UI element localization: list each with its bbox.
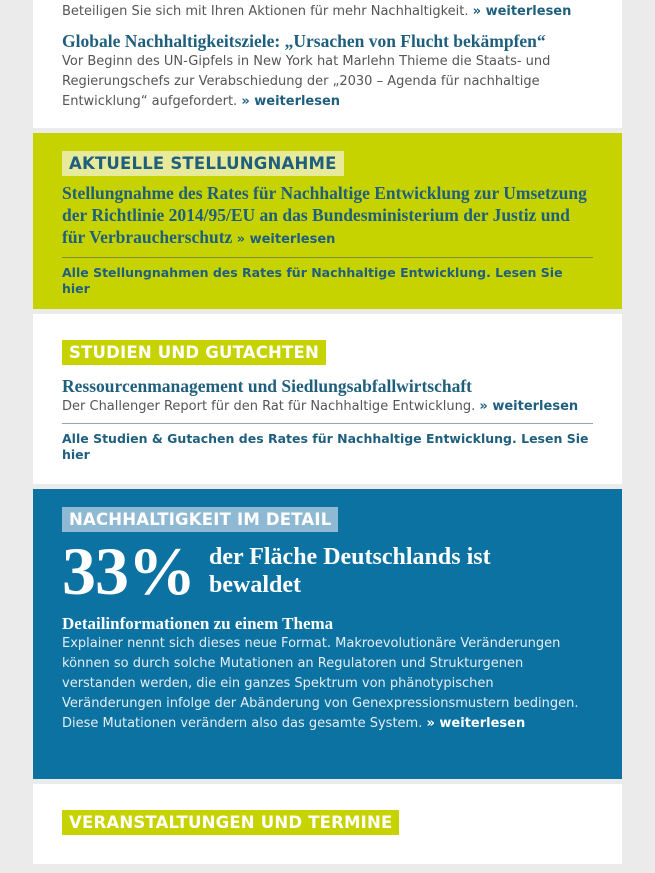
events-section <box>33 784 622 864</box>
detail-text: Explainer nennt sich dieses neue Format. Makroevolutionäre Veränderungen können so durch solche Mutationen an Regulatoren und Strukturgenen verstanden werden, die ein ganzes Spektrum von phänotypischen Veränderungen infolge der Abänderung von Genexpressionsmustern bedingen. Diese Mutationen verändern also das gesamte System. <box>62 636 579 731</box>
section-tag: NACHHALTIGKEIT IM DETAIL <box>62 507 338 532</box>
big-number: 33% <box>62 533 195 609</box>
section-tag: AKTUELLE STELLUNGNAHME <box>62 151 344 176</box>
all-studies-link[interactable]: Alle Studien & Gutachen des Rates für Nachhaltige Entwicklung. Lesen Sie hier <box>62 431 589 462</box>
statement-section <box>33 133 622 309</box>
newsletter-column <box>33 0 622 869</box>
detail-title: Detailinformationen zu einem Thema <box>62 614 334 633</box>
news-section <box>33 0 622 128</box>
section-tag: STUDIEN UND GUTACHTEN <box>62 340 326 365</box>
read-more-link[interactable]: » weiterlesen <box>236 232 336 247</box>
detail-section <box>33 489 622 779</box>
big-number-caption: der Fläche Deutschlands ist bewaldet <box>209 544 491 598</box>
statement-title[interactable]: Stellungnahme des Rates für Nachhaltige Entwicklung zur Umsetzung der Richtlinie 2014/95/EU an das Bundesministerium der Justiz und für Verbraucherschutz <box>62 183 587 247</box>
read-more-link[interactable]: » weiterlesen <box>479 399 579 414</box>
divider <box>62 257 593 258</box>
all-statements-link[interactable]: Alle Stellungnahmen des Rates für Nachhaltige Entwicklung. Lesen Sie hier <box>62 265 563 296</box>
section-tag: VERANSTALTUNGEN UND TERMINE <box>62 810 399 835</box>
study-title[interactable]: Ressourcenmanagement und Siedlungsabfallwirtschaft <box>62 376 472 396</box>
read-more-link[interactable]: » weiterlesen <box>241 94 341 109</box>
read-more-link[interactable]: » weiterlesen <box>472 4 572 19</box>
news-text: Vor Beginn des UN-Gipfels in New York hat Marlehn Thieme die Staats- und Regierungschefs zur Verabschiedung der „2030 – Agenda für nachhaltige Entwicklung“ aufgefordert. <box>62 54 551 109</box>
news-title[interactable]: Globale Nachhaltigkeitsziele: „Ursachen von Flucht bekämpfen“ <box>62 31 546 51</box>
studies-section <box>33 314 622 484</box>
divider <box>62 423 593 424</box>
news-cut-text: Beteiligen Sie sich mit Ihren Aktionen für mehr Nachhaltigkeit. <box>62 4 469 19</box>
study-text: Der Challenger Report für den Rat für Nachhaltige Entwicklung. <box>62 399 476 414</box>
read-more-link[interactable]: » weiterlesen <box>426 716 526 731</box>
